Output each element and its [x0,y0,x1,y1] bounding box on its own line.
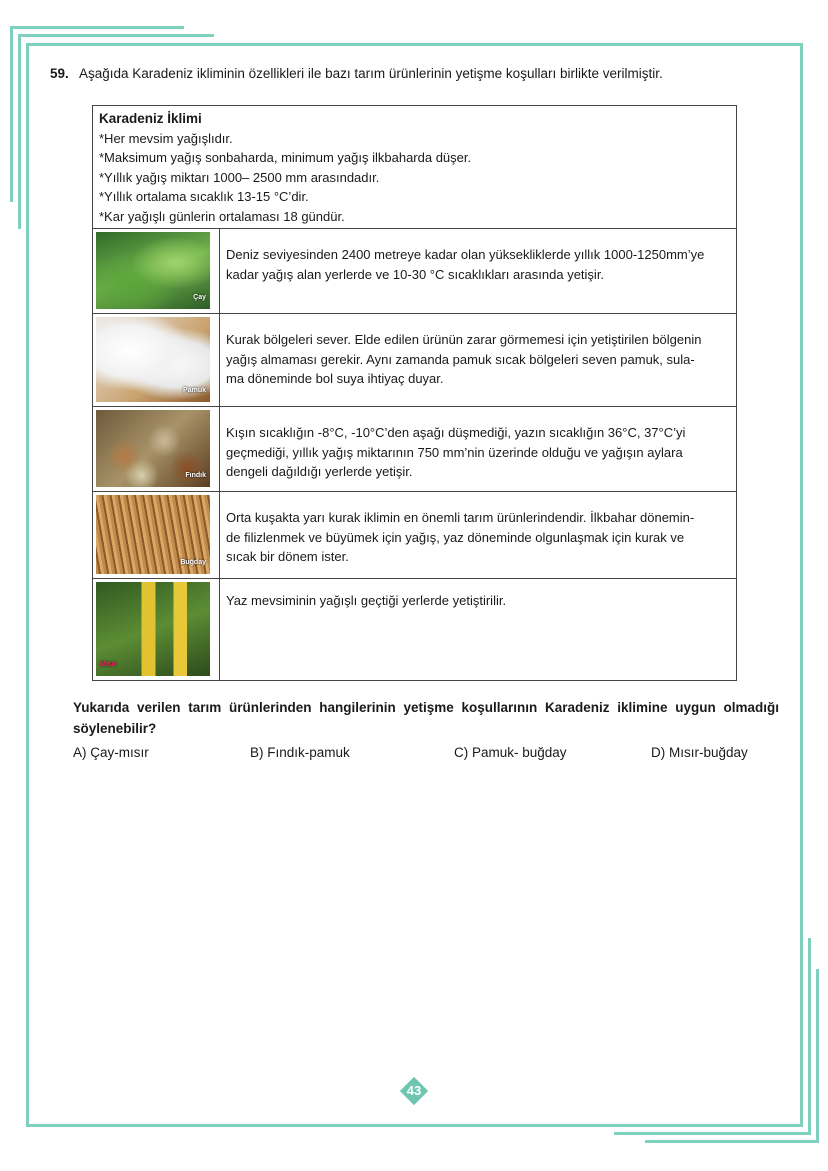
climate-item: *Yıllık ortalama sıcaklık 13-15 °C’dir. [99,189,309,204]
crop-description: Kışın sıcaklığın -8°C, -10°C’den aşağı düşmediği, yazın sıcaklığın 36°C, 37°C’yi geçmediği, yıllık yağış miktarının 750 mm’nin üzerinde olduğu ve yağışın aylara dengeli dağıldığı yerlerde yetişir. [226,425,686,479]
frame-line [26,1124,803,1127]
option-d[interactable]: D) Mısır-buğday [651,745,748,760]
frame-line [816,969,819,1143]
option-b[interactable]: B) Fındık-pamuk [250,745,350,760]
crop-description: Deniz seviyesinden 2400 metreye kadar olan yüksekliklerde yıllık 1000-1250mm’ye kadar yağış alan yerlerde ve 10-30 °C sıcaklıkları arasında yetişir. [226,247,705,282]
question-prompt: Yukarıda verilen tarım ürünlerinden hangilerinin yetişme koşullarının Karadeniz iklimine uygun olmadığı söylenebilir? [73,700,779,736]
climate-item: *Yıllık yağış miktarı 1000– 2500 mm arasındadır. [99,169,380,185]
question-intro: Aşağıda Karadeniz ikliminin özellikleri ile bazı tarım ürünlerinin yetişme koşulları birlikte verilmiştir. [79,66,663,81]
climate-box [93,106,737,229]
option-a[interactable]: A) Çay-mısır [73,745,149,760]
frame-line [26,43,29,1127]
crop-description: Kurak bölgeleri sever. Elde edilen ürünün zarar görmemesi için yetiştirilen bölgenin yağış almaması gerekir. Aynı zamanda pamuk sıcak bölgeleri seven pamuk, sula- ma döneminde bol suya ihtiyaç duyar. [226,332,702,386]
image-caption: Buğday [180,558,206,566]
image-caption: Mısır [100,660,117,668]
image-caption: Çay [193,293,206,301]
frame-line [18,34,21,229]
climate-crops-table [92,105,737,681]
page-number: 43 [406,1083,422,1098]
crop-description: Yaz mevsiminin yağışlı geçtiği yerlerde yetiştirilir. [226,593,507,608]
corn-image [96,582,210,676]
climate-item: *Kar yağışlı günlerin ortalaması 18 gündür. [99,208,345,224]
climate-title: Karadeniz İklimi [99,111,202,126]
frame-line [614,1132,811,1135]
climate-item: *Her mevsim yağışlıdır. [99,130,233,146]
frame-line [10,26,184,29]
option-c[interactable]: C) Pamuk- buğday [454,745,567,760]
cotton-image [96,317,210,402]
frame-line [645,1140,819,1143]
frame-line [10,26,13,202]
page-number-badge [400,1077,428,1105]
hazelnut-image [96,410,210,487]
image-caption: Fındık [185,471,206,479]
frame-line [18,34,214,37]
frame-line [808,938,811,1135]
question-number: 59. [50,66,69,81]
frame-line [26,43,803,46]
tea-image [96,232,210,309]
image-caption: Pamuk [183,386,206,394]
frame-line [800,43,803,1127]
crop-description: Orta kuşakta yarı kurak iklimin en önemli tarım ürünlerindendir. İlkbahar dönemin- de filizlenmek ve büyümek için yağış, yaz döneminde olgunlaşmak için kurak ve sıcak bir dönem ister. [226,510,695,564]
climate-item: *Maksimum yağış sonbaharda, minimum yağış ilkbaharda düşer. [99,150,472,165]
wheat-image [96,495,210,574]
